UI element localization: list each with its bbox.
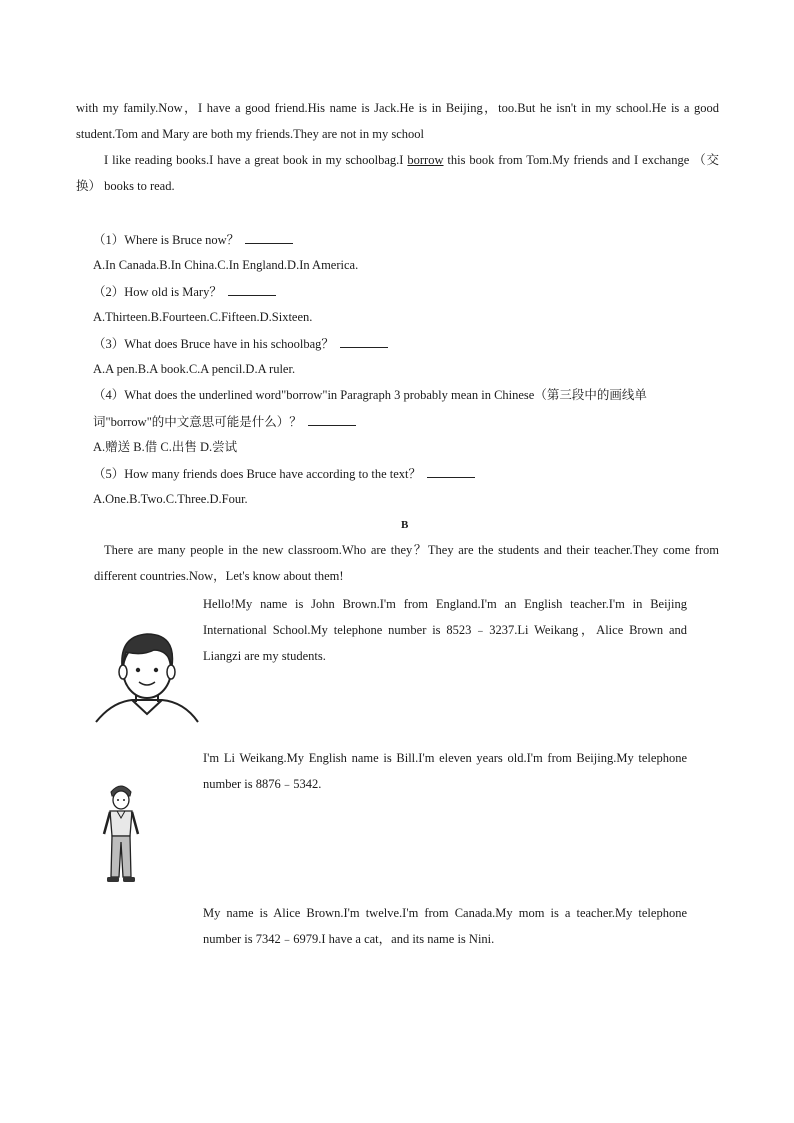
profile-john-brown: Hello!My name is John Brown.I'm from England.I'm an English teacher.I'm in Beijing International School.My telephone number is 8523﹣3237.Li Weikang，Alice Brown and Liangzi are my students. (203, 597, 687, 663)
question-1-options: A.In Canada.B.In China.C.In England.D.In America. (93, 258, 359, 272)
paragraph-2-start: I like reading books.I have a great book in my schoolbag.I (104, 153, 408, 167)
question-4-stem: 词"borrow"的中文意思可能是什么）？ (93, 415, 302, 429)
question-3 (93, 335, 388, 352)
answer-blank-3[interactable] (340, 335, 388, 348)
question-3-options: A.A pen.B.A book.C.A pencil.D.A ruler. (93, 362, 296, 376)
man-portrait-icon (92, 622, 202, 732)
passage-paragraph-1: with my family.Now，I have a good friend.His name is Jack.He is in Beijing，too.But he isn't in my school.He is a good student.Tom and Mary are both my friends.They are not in my school (76, 101, 719, 141)
question-4-line-1: （4）What does the underlined word"borrow"in Paragraph 3 probably mean in Chinese（第三段中的画线单 (93, 388, 647, 402)
answer-blank-5[interactable] (427, 465, 475, 478)
question-1 (93, 231, 293, 248)
section-b-heading: B (401, 519, 409, 531)
question-2-options: A.Thirteen.B.Fourteen.C.Fifteen.D.Sixteen. (93, 310, 313, 324)
answer-blank-2[interactable] (228, 283, 276, 296)
boy-standing-icon (96, 782, 146, 886)
question-5-stem: （5）How many friends does Bruce have according to the text？ (93, 467, 422, 481)
passage-paragraph-2 (76, 147, 719, 199)
question-2 (93, 283, 276, 300)
profile-alice-brown: My name is Alice Brown.I'm twelve.I'm from Canada.My mom is a teacher.My telephone number is 7342﹣6979.I have a cat，and its name is Nini. (203, 906, 687, 946)
profile-li-weikang: I'm Li Weikang.My English name is Bill.I'm eleven years old.I'm from Beijing.My telephone number is 8876﹣5342. (203, 751, 687, 791)
question-4-options: A.赠送 B.借 C.出售 D.尝试 (93, 440, 238, 454)
underlined-word-borrow: borrow (407, 153, 444, 167)
question-5 (93, 465, 475, 482)
paragraph-2-end: this book from Tom.My friends and I exchange （交换） books to read. (76, 153, 719, 193)
question-2-stem: （2）How old is Mary？ (93, 285, 222, 299)
answer-blank-4[interactable] (308, 413, 356, 426)
question-4-line-2 (93, 413, 356, 430)
question-3-stem: （3）What does Bruce have in his schoolbag？ (93, 337, 334, 351)
question-1-stem: （1）Where is Bruce now？ (93, 233, 240, 247)
section-b-intro: There are many people in the new classroom.Who are they？They are the students and their teacher.They come from different countries.Now，Let's know about them! (94, 543, 719, 583)
question-5-options: A.One.B.Two.C.Three.D.Four. (93, 492, 248, 506)
answer-blank-1[interactable] (245, 231, 293, 244)
